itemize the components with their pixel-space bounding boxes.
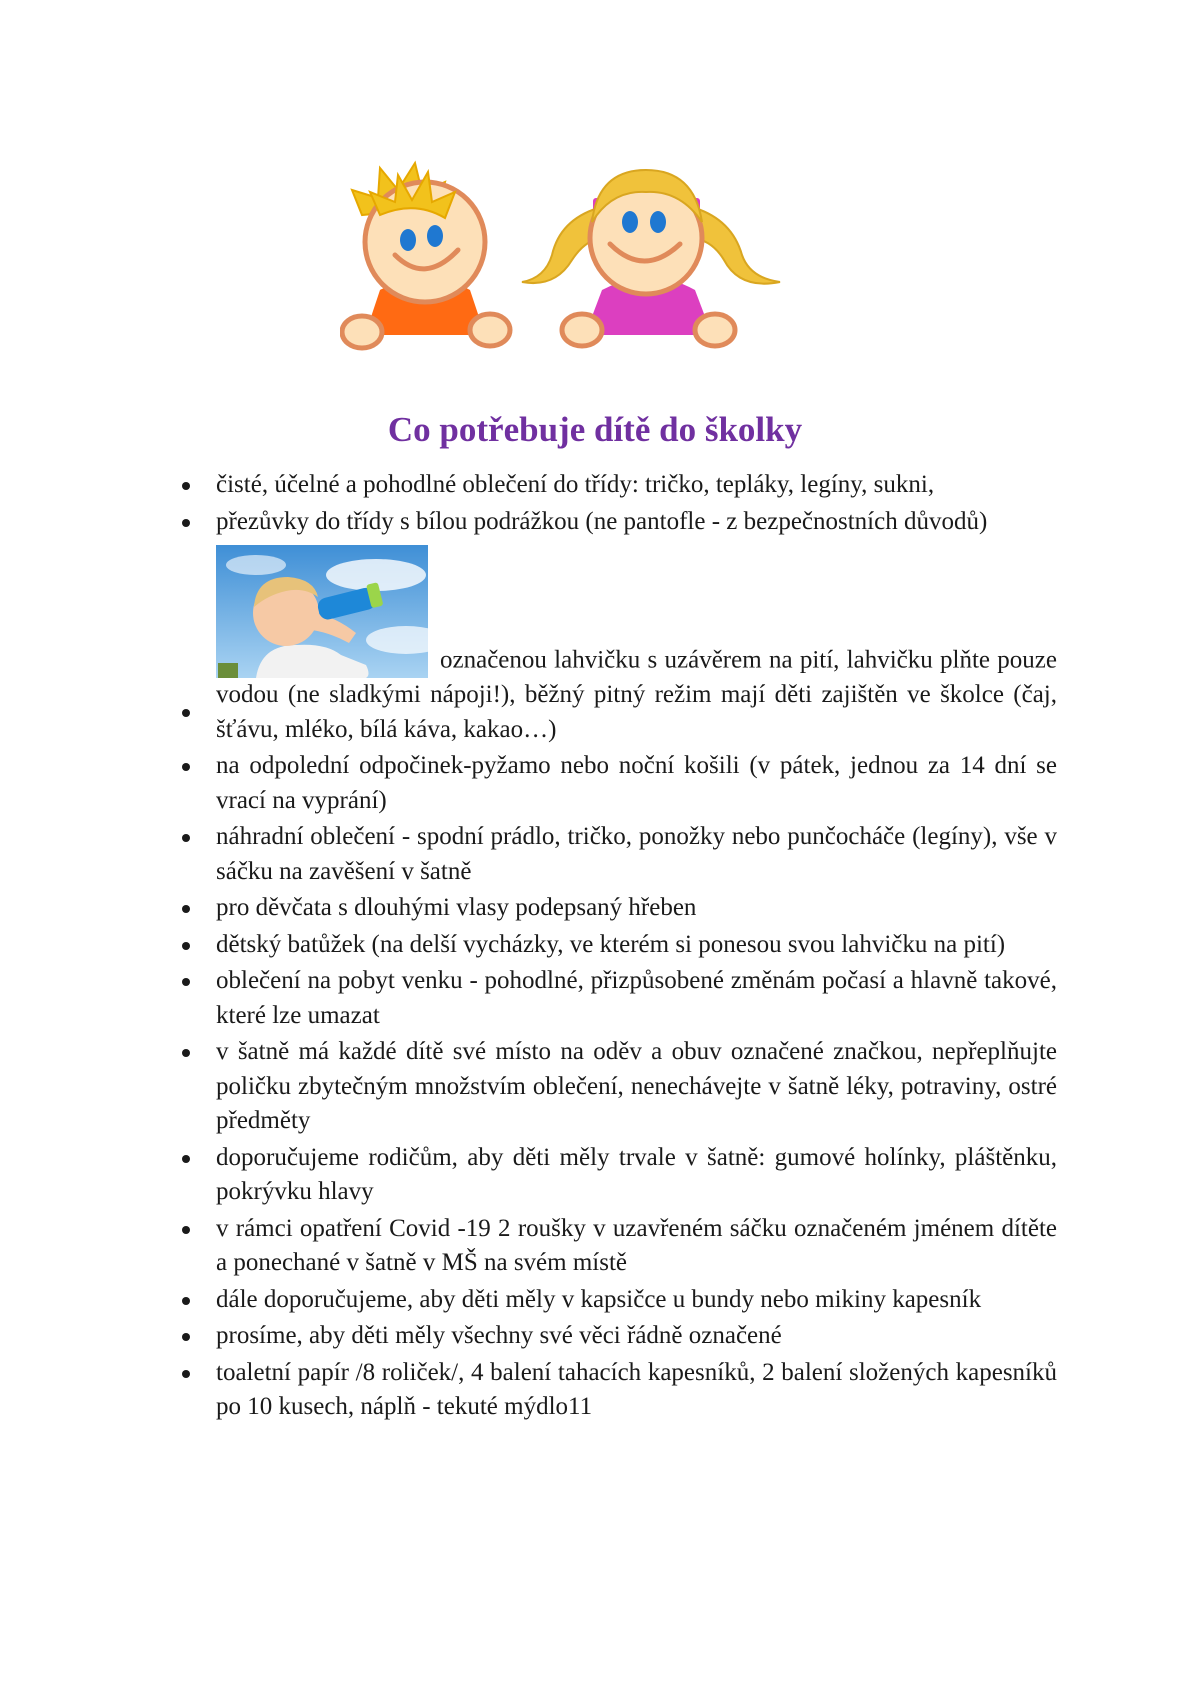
bullet-icon [182,905,190,913]
list-item [180,505,1057,540]
list-item-text: oblečení na pobyt venku - pohodlné, přizpůsobené změnám počasí a hlavně takové, které lze umazat [216,967,1057,1029]
list-item-text: dětský batůžek (na delší vycházky, ve kterém si ponesou svou lahvičku na pití) [216,930,1006,958]
bullet-icon [182,709,190,717]
list-item-text: v šatně má každé dítě své místo na oděv a obuv označené značkou, nepřeplňujte poličku zbytečným množstvím oblečení, nenechávejte v šatně léky, potraviny, ostré předměty [216,1038,1057,1134]
list-item [180,891,1057,926]
list-item [180,820,1057,889]
list-item-text: čisté, účelné a pohodlné oblečení do třídy: tričko, tepláky, legíny, sukni, [216,471,935,498]
list-item-text: pro děvčata s dlouhými vlasy podepsaný hřeben [216,894,697,921]
list-item [180,749,1057,818]
bullet-icon [182,834,190,842]
list-item-text: přezůvky do třídy s bílou podrážkou (ne pantofle - z bezpečnostních důvodů) [216,507,988,535]
bullet-icon [182,763,190,771]
list-item-text: dále doporučujeme, aby děti měly v kapsičce u bundy nebo mikiny kapesník [216,1285,982,1313]
bullet-icon [182,1049,190,1057]
bullet-icon [182,1333,190,1341]
list-item-text: doporučujeme rodičům, aby děti měly trvale v šatně: gumové holínky, pláštěnku, pokrývku hlavy [216,1143,1057,1205]
list-item [180,468,1057,503]
list-item [180,541,1057,747]
list-item [180,1356,1057,1425]
list-item-text: na odpolední odpočinek-pyžamo nebo noční košili (v pátek, jednou za 14 dní se vrací na vyprání) [216,752,1057,814]
bullet-icon [182,1370,190,1378]
page-title: Co potřebuje dítě do školky [387,410,803,449]
list-item-text: toaletní papír /8 roliček/, 4 balení tahacích kapesníků, 2 balení složených kapesníků po 10 kusech, náplň - tekuté mýdlo11 [216,1358,1057,1420]
list-item [180,1212,1057,1281]
child-drinking-bottle-photo [216,545,428,678]
list-item-text: náhradní oblečení - spodní prádlo, tričko, ponožky nebo punčocháče (legíny), vše v sáčku na zavěšení v šatně [216,823,1057,885]
bullet-icon [182,1297,190,1305]
list-item [180,1319,1057,1354]
two-smiling-kids-icon [340,160,860,370]
bullet-icon [182,482,190,490]
list-item [180,928,1057,963]
bullet-icon [182,978,190,986]
bullet-icon [182,942,190,950]
list-item-text: označenou lahvičku s uzávěrem na pití, lahvičku plňte pouze vodou (ne sladkými nápoji!), běžný pitný režim mají děti zajištěn ve školce (čaj, šťávu, mléko, bílá káva, kakao…) [216,646,1057,743]
bullet-icon [182,1155,190,1163]
bullet-icon [182,519,190,527]
list-item [180,1283,1057,1318]
list-item [180,1141,1057,1210]
list-item [180,964,1057,1033]
bullet-icon [182,1226,190,1234]
supplies-list [180,468,1057,1427]
list-item-text: v rámci opatření Covid -19 2 roušky v uzavřeném sáčku označeném jménem dítěte a ponechané v šatně v MŠ na svém místě [216,1214,1057,1276]
list-item [180,1035,1057,1139]
list-item-text: prosíme, aby děti měly všechny své věci řádně označené [216,1322,782,1349]
